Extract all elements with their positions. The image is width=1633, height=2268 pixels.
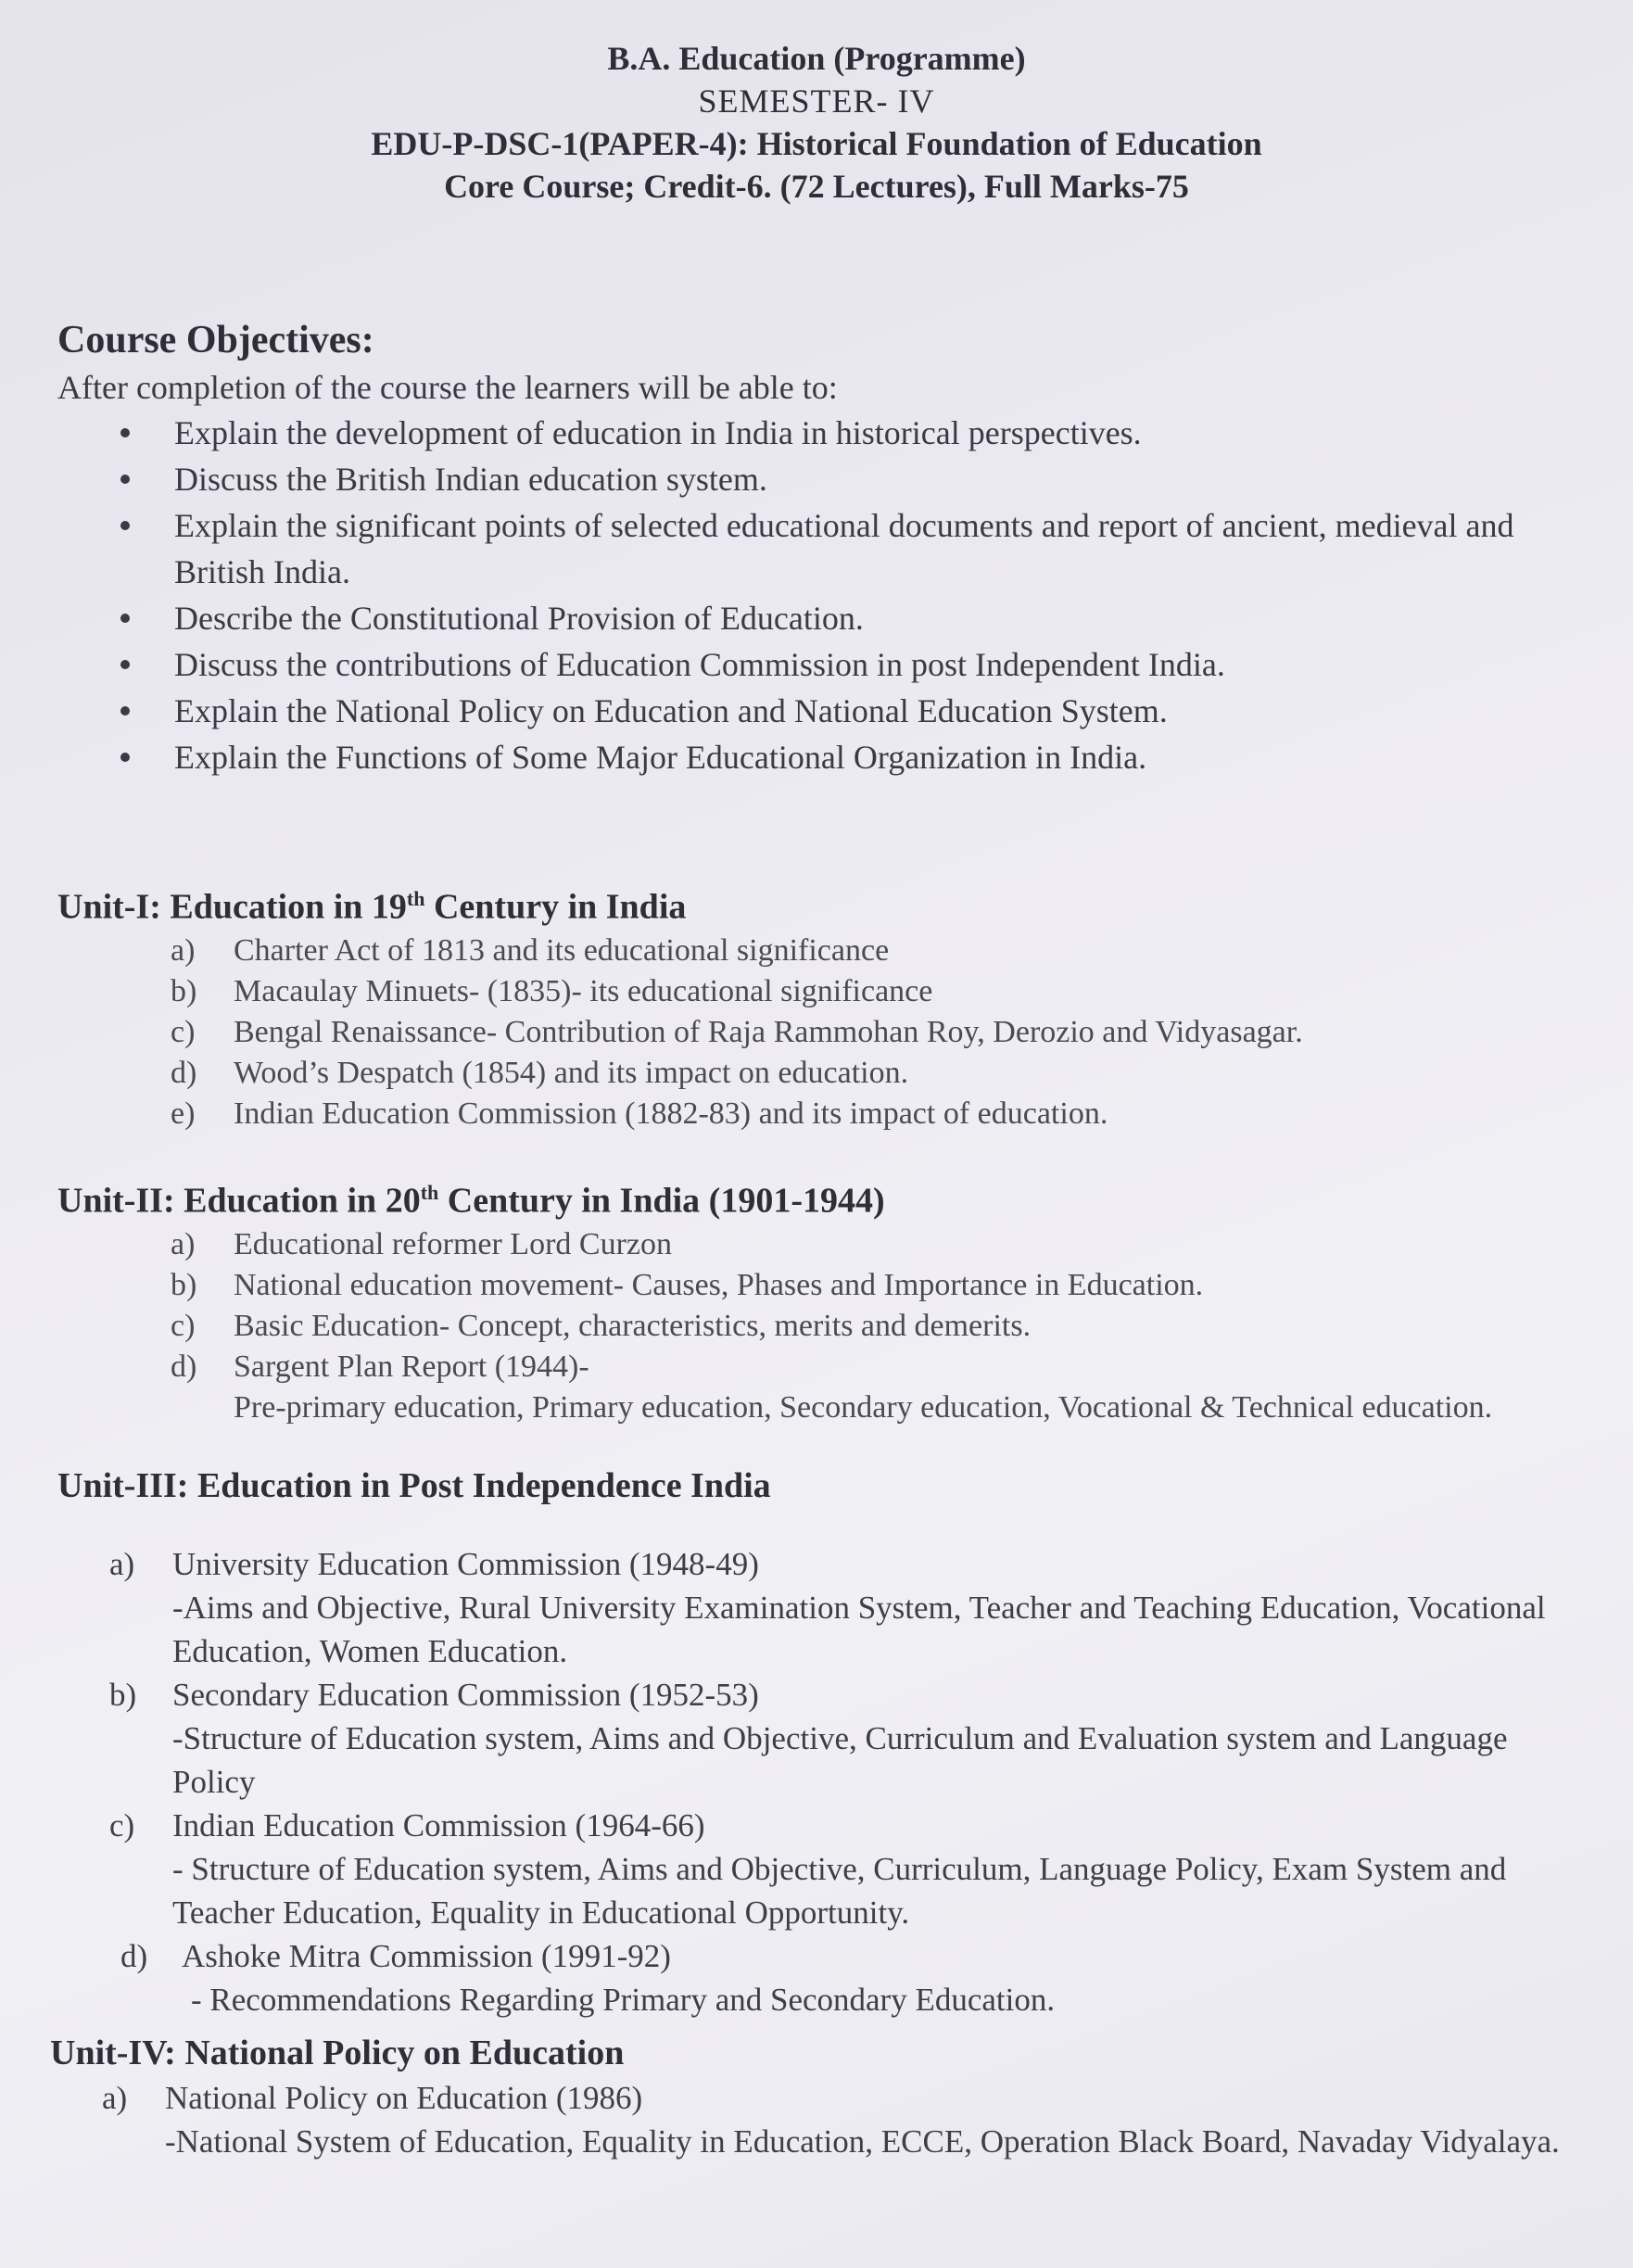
- programme-title: B.A. Education (Programme): [607, 40, 1026, 77]
- unit-2-list: [57, 1224, 1577, 1428]
- list-item: d) Sargent Plan Report (1944)- Pre-primary education, Primary education, Secondary education, Vocational & Technical education.: [171, 1349, 1493, 1425]
- objective-item: Explain the Functions of Some Major Educational Organization in India.: [57, 734, 1577, 780]
- list-item: a) Charter Act of 1813 and its educational significance: [171, 932, 890, 968]
- list-item: b) Macaulay Minuets- (1835)- its educational significance: [171, 973, 933, 1008]
- objectives-intro: After completion of the course the learners will be able to:: [57, 369, 838, 406]
- unit-2-section: [57, 1170, 1577, 1428]
- unit-4-section: [50, 2030, 1570, 2163]
- semester-title: SEMESTER- IV: [698, 82, 935, 120]
- bullet-icon: [120, 753, 130, 762]
- objective-item: Explain the National Policy on Education and National Education System.: [57, 688, 1577, 734]
- list-item: c) Bengal Renaissance- Contribution of Raja Rammohan Roy, Derozio and Vidyasagar.: [171, 1014, 1303, 1049]
- objective-item: Discuss the contributions of Education Commission in post Independent India.: [57, 641, 1577, 688]
- unit-1-list: [57, 931, 1577, 1134]
- list-item: b) Secondary Education Commission (1952-53) -Structure of Education system, Aims and Objective, Curriculum and Evaluation system and Language Policy: [109, 1677, 1508, 1800]
- unit-4-heading: Unit-IV: National Policy on Education: [50, 2034, 625, 2072]
- unit-1-section: [57, 876, 1577, 1134]
- list-item: a) University Education Commission (1948-49) -Aims and Objective, Rural University Examination System, Teacher and Teaching Education, Vocational Education, Women Education.: [109, 1546, 1546, 1669]
- course-objectives-section: [57, 317, 1577, 780]
- list-item: d) Ashoke Mitra Commission (1991-92) - Recommendations Regarding Primary and Secondary Education.: [120, 1938, 1056, 2018]
- list-item: a) National Policy on Education (1986) -National System of Education, Equality in Education, ECCE, Operation Black Board, Navaday Vidyalaya.: [102, 2080, 1560, 2160]
- list-item: d) Wood’s Despatch (1854) and its impact on education.: [171, 1055, 909, 1090]
- list-item: a) Educational reformer Lord Curzon: [171, 1226, 672, 1261]
- objective-item: Discuss the British Indian education system.: [57, 456, 1577, 502]
- list-item: c) Indian Education Commission (1964-66) - Structure of Education system, Aims and Objective, Curriculum, Language Policy, Exam System and Teacher Education, Equality in Educational Opportunity.: [109, 1807, 1507, 1931]
- bullet-icon: [120, 521, 130, 530]
- unit-3-section: [57, 1463, 1577, 2021]
- unit-3-heading: Unit-III: Education in Post Independence India: [57, 1466, 771, 1505]
- bullet-icon: [120, 660, 130, 669]
- objective-item: Explain the significant points of selected educational documents and report of ancient, medieval and British India.: [57, 502, 1577, 595]
- bullet-icon: [120, 428, 130, 437]
- course-info: Core Course; Credit-6. (72 Lectures), Full Marks-75: [444, 168, 1189, 205]
- paper-title: EDU-P-DSC-1(PAPER-4): Historical Foundation of Education: [371, 125, 1262, 162]
- unit-1-heading: Unit-I: Education in 19th Century in India: [57, 887, 687, 927]
- bullet-icon: [120, 614, 130, 623]
- objectives-heading: Course Objectives:: [57, 319, 374, 361]
- unit-4-list: [50, 2076, 1570, 2163]
- unit-2-heading: Unit-II: Education in 20th Century in India (1901-1944): [57, 1181, 885, 1221]
- objective-item: Explain the development of education in India in historical perspectives.: [57, 410, 1577, 456]
- objective-item: Describe the Constitutional Provision of Education.: [57, 595, 1577, 641]
- objectives-list: [57, 410, 1577, 780]
- document-header: [0, 37, 1633, 208]
- list-item: b) National education movement- Causes, Phases and Importance in Education.: [171, 1267, 1204, 1302]
- list-item: c) Basic Education- Concept, characteristics, merits and demerits.: [171, 1308, 1032, 1343]
- bullet-icon: [120, 706, 130, 716]
- list-item: e) Indian Education Commission (1882-83) and its impact of education.: [171, 1096, 1108, 1131]
- bullet-icon: [120, 475, 130, 484]
- unit-3-list: [57, 1542, 1577, 2021]
